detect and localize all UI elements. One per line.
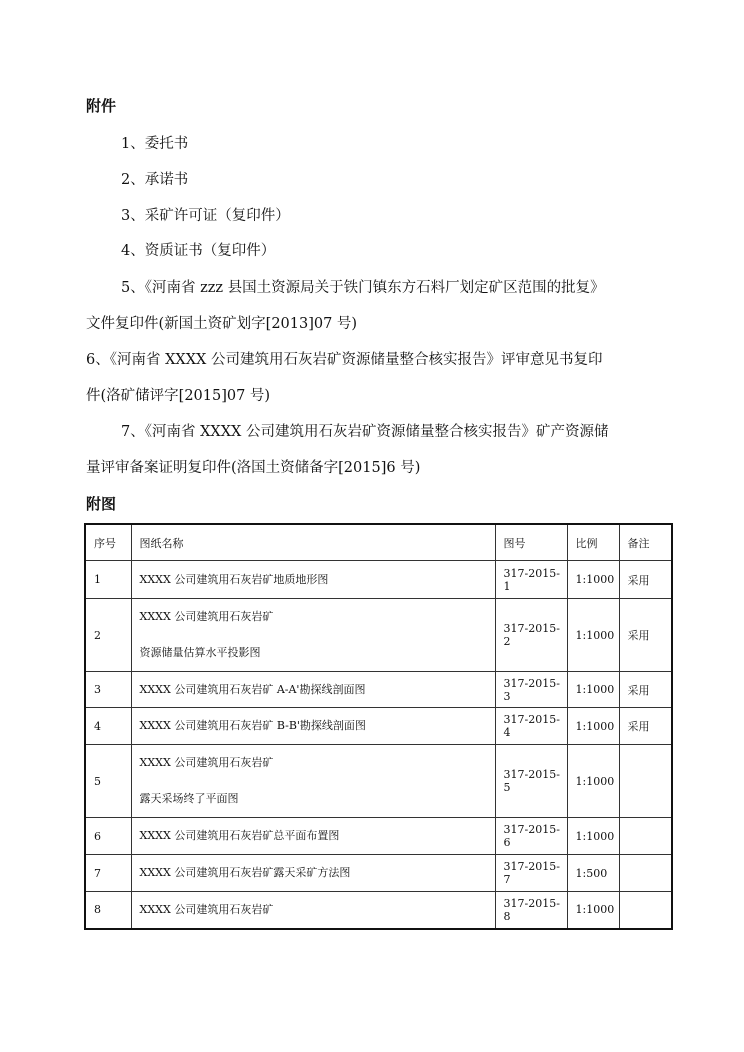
header-note: 备注: [619, 524, 672, 561]
table-row: [85, 561, 672, 599]
row-name-line: XXXX 公司建筑用石灰岩矿 A-A'勘探线剖面图: [139, 682, 366, 696]
row-code: 317-2015-4: [495, 708, 567, 745]
header-no: 序号: [85, 524, 131, 561]
attachment-item-2: 2、承诺书: [121, 172, 189, 188]
row-note: [619, 892, 672, 929]
row-name-line: XXXX 公司建筑用石灰岩矿 B-B'勘探线剖面图: [139, 719, 366, 732]
table-row: [85, 818, 672, 855]
row-name-line: 资源储量估算水平投影图: [139, 646, 261, 659]
figures-table: [84, 523, 673, 930]
attachment-item-3: 3、采矿许可证（复印件）: [121, 208, 290, 224]
row-scale: 1:1000: [567, 561, 619, 599]
row-name: [131, 561, 495, 599]
row-no: 2: [85, 599, 131, 672]
row-code: 317-2015-3: [495, 672, 567, 708]
row-note: [619, 855, 672, 892]
row-scale: 1:1000: [567, 672, 619, 708]
row-name: [131, 745, 495, 818]
row-no: 6: [85, 818, 131, 855]
attachment-item-4: 4、资质证书（复印件）: [121, 243, 276, 259]
row-code: 317-2015-6: [495, 818, 567, 855]
attachment-item-6-cont: 件(洛矿储评字[2015]07 号): [86, 388, 271, 404]
attachment-item-1: 1、委托书: [121, 136, 189, 152]
row-name: [131, 892, 495, 929]
row-name: [131, 599, 495, 672]
attachment-item-7: 7、《河南省 XXXX 公司建筑用石灰岩矿资源储量整合核实报告》矿产资源储: [121, 424, 609, 440]
table-header-row: [85, 524, 672, 561]
table-row: [85, 892, 672, 929]
figures-heading: 附图: [86, 495, 117, 513]
row-name: [131, 708, 495, 745]
row-no: 4: [85, 708, 131, 745]
row-note: 采用: [619, 708, 672, 745]
row-name-line: XXXX 公司建筑用石灰岩矿总平面布置图: [139, 829, 340, 842]
attachment-item-5: 5、《河南省 zzz 县国土资源局关于铁门镇东方石料厂划定矿区范围的批复》: [121, 280, 605, 296]
row-name-line: XXXX 公司建筑用石灰岩矿: [139, 610, 274, 623]
row-note: 采用: [619, 561, 672, 599]
row-name: [131, 855, 495, 892]
attachment-item-6: 6、《河南省 XXXX 公司建筑用石灰岩矿资源储量整合核实报告》评审意见书复印: [86, 352, 603, 368]
row-scale: 1:1000: [567, 892, 619, 929]
row-note: [619, 745, 672, 818]
row-code: 317-2015-2: [495, 599, 567, 672]
table-row: [85, 708, 672, 745]
table-row: [85, 745, 672, 818]
row-no: 7: [85, 855, 131, 892]
row-name: [131, 818, 495, 855]
row-scale: 1:1000: [567, 708, 619, 745]
header-code: 图号: [495, 524, 567, 561]
row-no: 8: [85, 892, 131, 929]
row-code: 317-2015-8: [495, 892, 567, 929]
row-code: 317-2015-5: [495, 745, 567, 818]
row-scale: 1:1000: [567, 599, 619, 672]
row-no: 1: [85, 561, 131, 599]
row-note: [619, 818, 672, 855]
table-row: [85, 855, 672, 892]
attachments-heading: 附件: [86, 97, 117, 115]
row-scale: 1:1000: [567, 818, 619, 855]
row-name-line: XXXX 公司建筑用石灰岩矿露天采矿方法图: [139, 866, 351, 879]
header-name: 图纸名称: [131, 524, 495, 561]
row-code: 317-2015-7: [495, 855, 567, 892]
row-no: 3: [85, 672, 131, 708]
row-no: 5: [85, 745, 131, 818]
row-note: 采用: [619, 672, 672, 708]
row-note: 采用: [619, 599, 672, 672]
row-name-line: XXXX 公司建筑用石灰岩矿地质地形图: [139, 572, 329, 586]
row-name-line: XXXX 公司建筑用石灰岩矿: [139, 756, 274, 769]
row-name: [131, 672, 495, 708]
row-scale: 1:500: [567, 855, 619, 892]
attachment-item-5-cont: 文件复印件(新国土资矿划字[2013]07 号): [86, 316, 358, 332]
row-name-line: XXXX 公司建筑用石灰岩矿: [139, 902, 274, 916]
row-name-line: 露天采场终了平面图: [139, 792, 239, 805]
header-scale: 比例: [567, 524, 619, 561]
table-row: [85, 599, 672, 672]
row-scale: 1:1000: [567, 745, 619, 818]
table-row: [85, 672, 672, 708]
row-code: 317-2015-1: [495, 561, 567, 599]
attachment-item-7-cont: 量评审备案证明复印件(洛国土资储备字[2015]6 号): [86, 460, 421, 476]
